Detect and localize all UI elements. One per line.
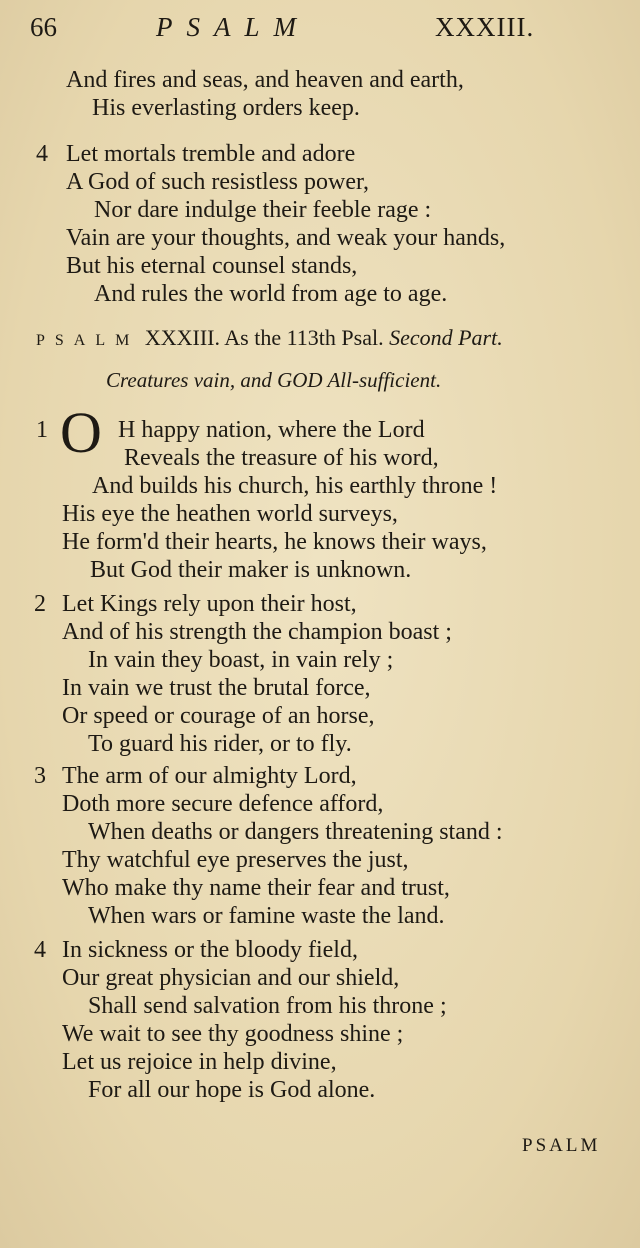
stanza-number: 3 [34,763,46,789]
verse-line: A God of such resistless power, [66,169,369,195]
section-heading [36,325,503,351]
verse-line: And builds his church, his earthly throne ! [92,473,498,499]
verse-line: For all our hope is God alone. [88,1077,376,1103]
verse-line: Thy watchful eye preserves the just, [62,847,409,873]
verse-line: Our great physician and our shield, [62,965,400,991]
verse-line: But God their maker is unknown. [90,557,412,583]
verse-line: H happy nation, where the Lord [118,417,425,443]
verse-line: To guard his rider, or to fly. [88,731,352,757]
subtitle: Creatures vain, and GOD All-sufficient. [106,368,442,392]
running-title: PSALM [156,12,310,42]
verse-line: The arm of our almighty Lord, [62,763,357,789]
verse-line: In vain they boast, in vain rely ; [88,647,394,673]
verse-line: Or speed or courage of an horse, [62,703,375,729]
catchword: PSALM [522,1135,601,1156]
verse-line: Doth more secure defence afford, [62,791,384,817]
verse-line: Shall send salvation from his throne ; [88,993,447,1019]
stanza-number: 2 [34,591,46,617]
stanza-number: 4 [34,937,46,963]
verse-line: His everlasting orders keep. [92,95,360,121]
verse-line: When deaths or dangers threatening stand : [88,819,503,845]
stanza-number: 1 [36,417,48,443]
stanza-number: 4 [36,141,48,167]
page-header [30,12,610,52]
verse-line: He form'd their hearts, he knows their ways, [62,529,487,555]
verse-line: Vain are your thoughts, and weak your hands, [66,225,506,251]
verse-line: When wars or famine waste the land. [88,903,445,929]
verse-line: In sickness or the bloody field, [62,937,358,963]
psalm-numeral: XXXIII. [435,12,535,42]
verse-line: Who make thy name their fear and trust, [62,875,450,901]
verse-line: And rules the world from age to age. [94,281,448,307]
page-number: 66 [30,12,57,42]
heading-psalm: PSALM [36,332,140,349]
heading-text: XXXIII. As the 113th Psal. [144,325,384,350]
verse-line: We wait to see thy goodness shine ; [62,1021,404,1047]
verse-line: And fires and seas, and heaven and earth, [66,67,464,93]
verse-line: In vain we trust the brutal force, [62,675,371,701]
heading-part: Second Part. [389,325,503,350]
verse-line: Let mortals tremble and adore [66,141,356,167]
verse-line: But his eternal counsel stands, [66,253,358,279]
verse-line: His eye the heathen world surveys, [62,501,398,527]
drop-cap: O [60,400,102,465]
verse-line: Reveals the treasure of his word, [124,445,439,471]
verse-line: Nor dare indulge their feeble rage : [94,197,432,223]
verse-line: Let us rejoice in help divine, [62,1049,337,1075]
verse-line: Let Kings rely upon their host, [62,591,357,617]
verse-line: And of his strength the champion boast ; [62,619,452,645]
